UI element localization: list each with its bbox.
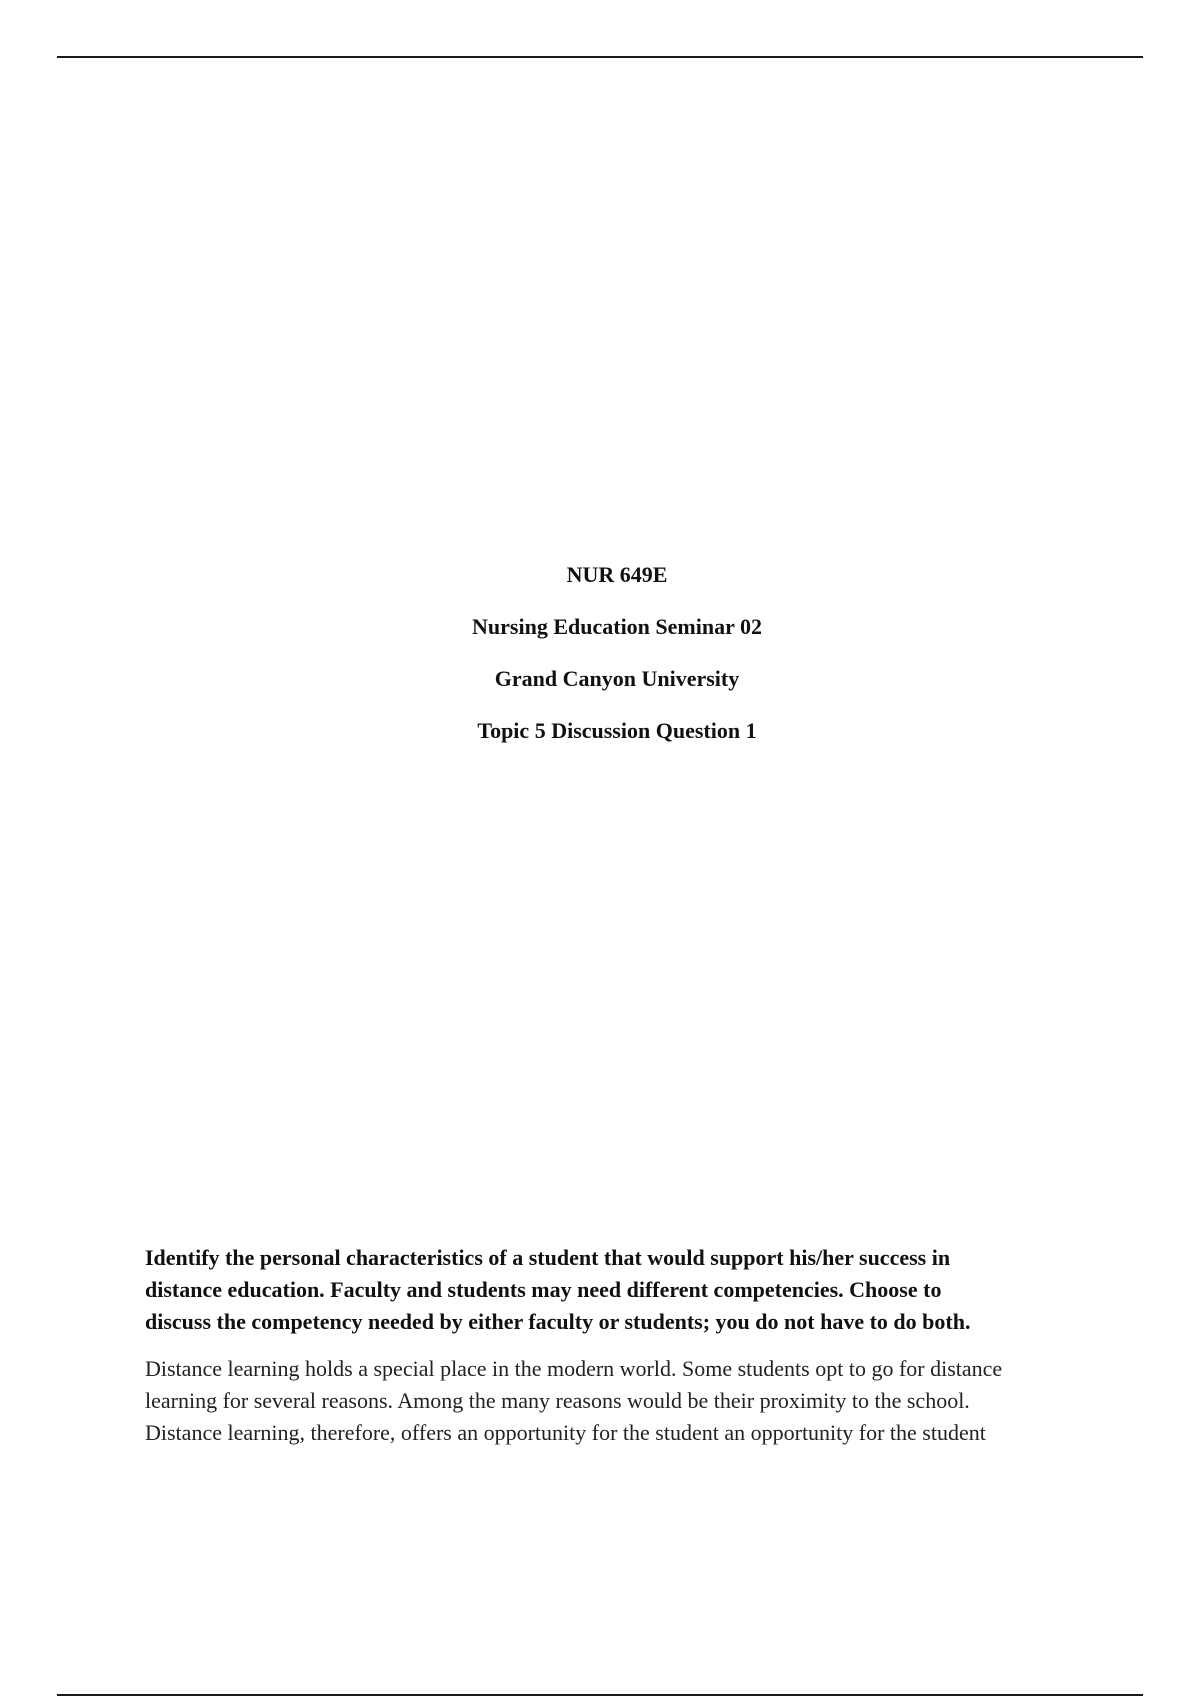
course-name: Nursing Education Seminar 02 — [472, 614, 762, 639]
answer-paragraph — [145, 1353, 1105, 1449]
question-line: Identify the personal characteristics of a student that would support his/her success in — [145, 1245, 951, 1270]
university-name: Grand Canyon University — [494, 666, 740, 691]
answer-line: learning for several reasons. Among the many reasons would be their proximity to the school. — [145, 1388, 970, 1413]
course-code: NUR 649E — [566, 562, 668, 587]
top-rule — [57, 56, 1143, 58]
question-line: discuss the competency needed by either faculty or students; you do not have to do both. — [145, 1309, 971, 1334]
assignment-title: Topic 5 Discussion Question 1 — [477, 718, 757, 743]
bottom-rule — [57, 1694, 1143, 1696]
title-block — [0, 562, 1200, 770]
question-line: distance education. Faculty and students may need different competencies. Choose to — [145, 1277, 942, 1302]
discussion-question — [145, 1242, 1105, 1338]
answer-line: Distance learning, therefore, offers an opportunity for the student an opportunity for the student — [145, 1420, 986, 1445]
answer-line: Distance learning holds a special place in the modern world. Some students opt to go for distance — [145, 1356, 1003, 1381]
document-body — [145, 1242, 1105, 1449]
